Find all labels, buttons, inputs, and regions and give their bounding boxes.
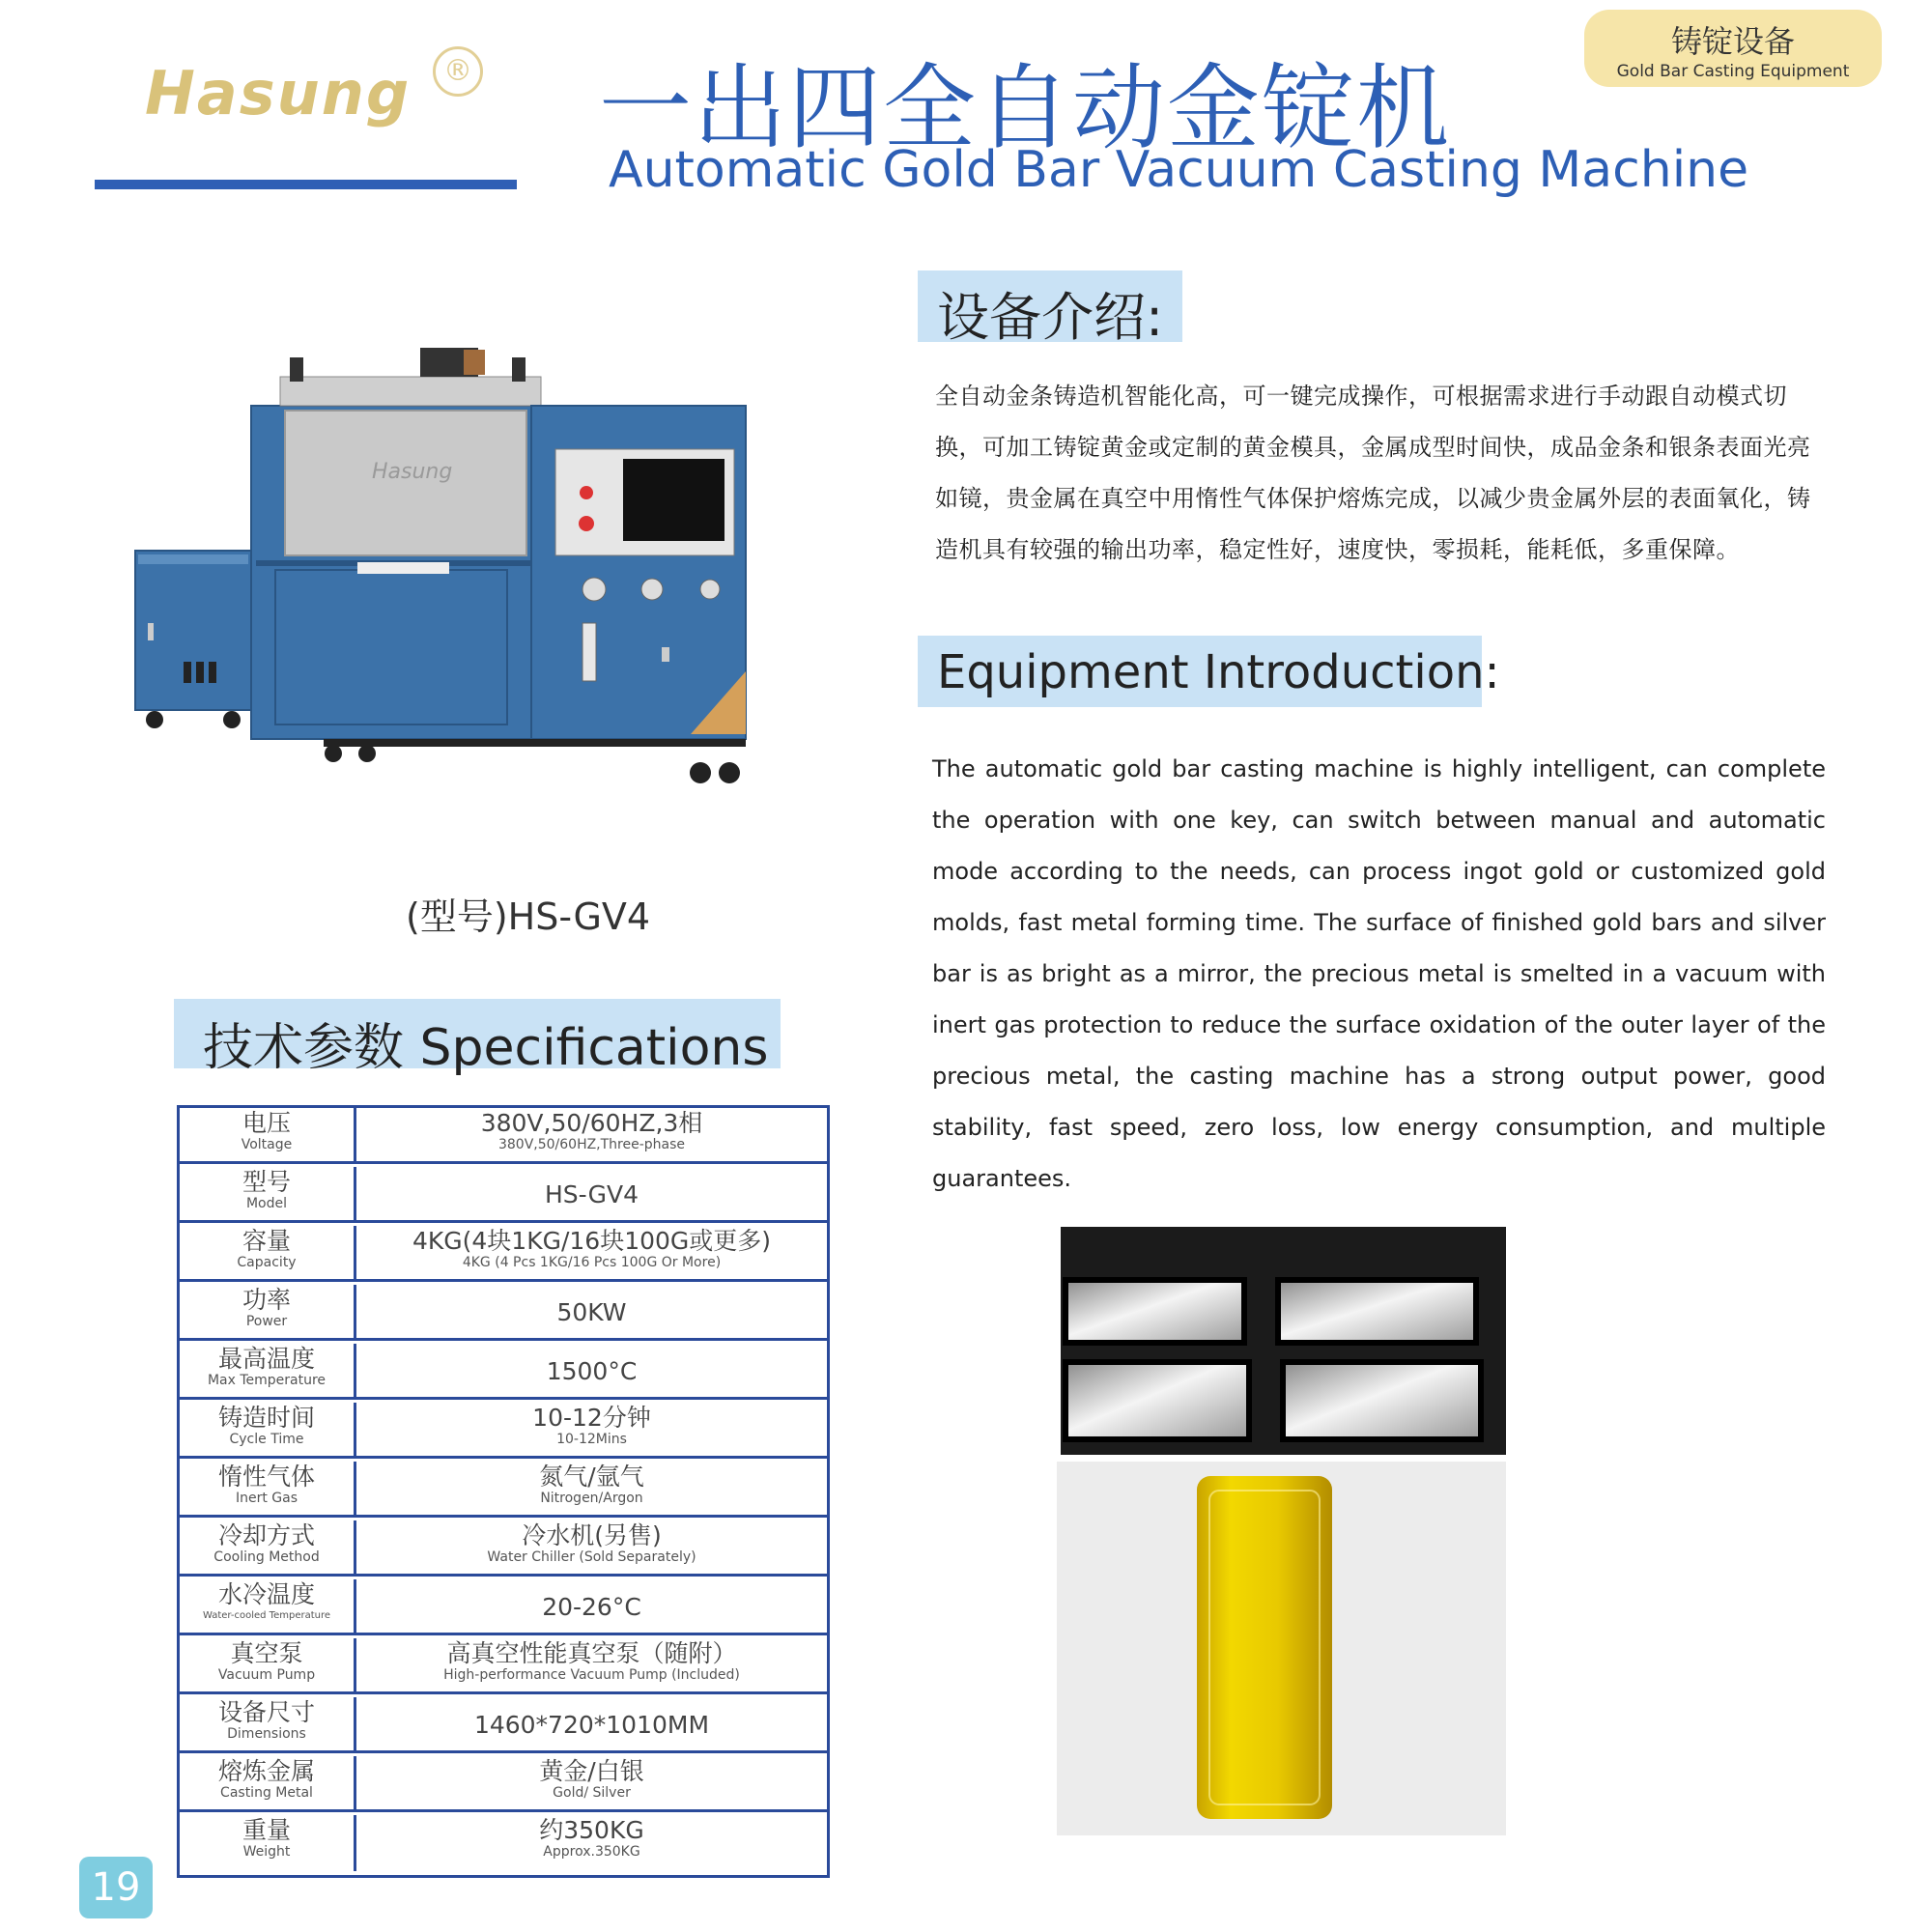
spec-row-cycle-time [180, 1403, 827, 1459]
spec-label-en: Cycle Time [229, 1432, 304, 1447]
spec-label-en: Power [245, 1314, 288, 1329]
spec-label-en: Dimensions [227, 1726, 306, 1742]
page-title-en: Automatic Gold Bar Vacuum Casting Machine [609, 141, 1749, 199]
intro-paragraph-cn: 全自动金条铸造机智能化高，可一键完成操作，可根据需求进行手动跟自动模式切换，可加工铸锭黄金或定制的黄金模具，金属成型时间快，成品金条和银条表面光亮如镜，贵金属在真空中用惰性气体保护熔炼完成，以减少贵金属外层的表面氧化，铸造机具有较强的输出功率，稳定性好，速度快，零损耗，能耗低，多重保障。 [935, 383, 1811, 563]
intro-paragraph-en: The automatic gold bar casting machine is highly intelligent, can complete the operation with one key, can switch between manual and automatic mode according to the needs, can process ingot gold or customized gold molds, fast metal forming time. The surface of finished gold bars and silver bar is as bright as a mirror, the precious metal is smelted in a vacuum with inert gas protection to reduce the surface oxidation of the outer layer of the precious metal, the casting machine has a strong output power, good stability, fast speed, zero loss, low energy consumption, and multiple guarantees. [932, 755, 1826, 1192]
category-badge [1584, 10, 1882, 87]
spec-label-en: Model [245, 1196, 288, 1211]
spec-row-dimensions [180, 1697, 827, 1753]
spec-value [356, 1520, 827, 1574]
spec-label [180, 1403, 356, 1456]
spec-row-model [180, 1167, 827, 1223]
spec-row-water-temperature [180, 1579, 827, 1635]
intro-heading-en-text: Equipment Introduction: [937, 645, 1500, 699]
spec-value [356, 1462, 827, 1515]
brand-logo [145, 46, 551, 133]
model-caption: (型号)HS-GV4 [406, 895, 651, 938]
spec-value [356, 1756, 827, 1809]
gold-bar-photo [1057, 1462, 1506, 1835]
logo-text: Hasung [145, 58, 412, 128]
spec-label [180, 1108, 356, 1161]
spec-label [180, 1226, 356, 1279]
spec-value-cn: 1460*720*1010MM [473, 1711, 710, 1739]
spec-value-en: 10-12Mins [556, 1432, 627, 1447]
spec-label [180, 1697, 356, 1750]
spec-row-power [180, 1285, 827, 1341]
spec-value-cn: 1500°C [546, 1357, 638, 1385]
spec-label-en: Inert Gas [235, 1491, 298, 1506]
mold-photo [1061, 1227, 1506, 1455]
spec-label [180, 1285, 356, 1338]
specifications-heading-text: 技术参数 Specifications [203, 1019, 769, 1077]
spec-label-cn: 真空泵 [230, 1639, 303, 1667]
spec-value [356, 1226, 827, 1279]
spec-value [356, 1697, 827, 1750]
spec-label-cn: 冷却方式 [217, 1521, 315, 1549]
spec-value [356, 1167, 827, 1220]
spec-label-cn: 最高温度 [217, 1345, 315, 1373]
spec-label-en: Cooling Method [213, 1549, 320, 1565]
specifications-heading [174, 999, 781, 1077]
spec-value-cn: 4KG(4块1KG/16块100G或更多) [412, 1227, 772, 1255]
spec-value [356, 1108, 827, 1161]
spec-label-cn: 功率 [242, 1286, 291, 1314]
spec-label-cn: 铸造时间 [217, 1404, 315, 1432]
spec-label-en: Weight [242, 1844, 291, 1860]
spec-label-cn: 容量 [242, 1227, 291, 1255]
spec-row-max-temperature [180, 1344, 827, 1400]
spec-value-cn: 380V,50/60HZ,3相 [480, 1109, 703, 1137]
category-label-en: Gold Bar Casting Equipment [1616, 62, 1850, 81]
spec-label [180, 1815, 356, 1871]
spec-label [180, 1462, 356, 1515]
spec-value-cn: 氮气/氩气 [539, 1463, 644, 1491]
spec-row-weight [180, 1815, 827, 1871]
spec-label-en: Voltage [241, 1137, 293, 1152]
spec-value [356, 1638, 827, 1691]
intro-heading-en [918, 636, 1500, 707]
logo-divider [95, 180, 517, 189]
spec-label-cn: 熔炼金属 [217, 1757, 315, 1785]
spec-label-cn: 水冷温度 [217, 1580, 315, 1608]
registered-mark-icon: ® [433, 46, 483, 97]
spec-label-cn: 设备尺寸 [217, 1698, 315, 1726]
spec-row-capacity [180, 1226, 827, 1282]
spec-value [356, 1815, 827, 1871]
spec-value-en: 380V,50/60HZ,Three-phase [497, 1137, 686, 1152]
spec-label [180, 1638, 356, 1691]
spec-value-en: 4KG (4 Pcs 1KG/16 Pcs 100G Or More) [462, 1255, 722, 1270]
spec-label-en: Casting Metal [220, 1785, 313, 1801]
spec-value-cn: 冷水机(另售) [522, 1521, 662, 1549]
spec-label [180, 1344, 356, 1397]
spec-value-cn: 高真空性能真空泵（随附） [446, 1639, 737, 1667]
spec-value-cn: 50KW [556, 1298, 627, 1326]
spec-row-inert-gas [180, 1462, 827, 1518]
spec-value-cn: 黄金/白银 [539, 1757, 644, 1785]
spec-label [180, 1520, 356, 1574]
spec-row-casting-metal [180, 1756, 827, 1812]
intro-heading-cn [918, 270, 1182, 348]
spec-row-vacuum-pump [180, 1638, 827, 1694]
spec-value [356, 1579, 827, 1633]
spec-label-cn: 重量 [242, 1816, 291, 1844]
spec-value-cn: 20-26°C [542, 1593, 641, 1621]
spec-value-en: Approx.350KG [543, 1844, 640, 1860]
page-title-cn: 一出四全自动金锭机 [599, 54, 1451, 162]
spec-value-en: Nitrogen/Argon [540, 1491, 643, 1506]
spec-label-cn: 型号 [242, 1168, 291, 1196]
spec-label-en: Max Temperature [207, 1373, 327, 1388]
spec-label [180, 1167, 356, 1220]
intro-heading-cn-text: 设备介绍: [937, 287, 1164, 348]
spec-label-cn: 惰性气体 [217, 1463, 315, 1491]
spec-label-en: Capacity [237, 1255, 297, 1270]
spec-value-cn: 约350KG [539, 1816, 644, 1844]
machine-image [130, 348, 797, 792]
page-number: 19 [79, 1857, 153, 1918]
spec-value-cn: HS-GV4 [545, 1180, 639, 1208]
spec-value [356, 1403, 827, 1456]
spec-value-cn: 10-12分钟 [532, 1404, 651, 1432]
spec-label-cn: 电压 [242, 1109, 291, 1137]
spec-value-en: Water Chiller (Sold Separately) [487, 1549, 696, 1565]
spec-label-en: Vacuum Pump [217, 1667, 316, 1683]
spec-label-en: Water-cooled Temperature [202, 1610, 331, 1621]
spec-value-en: High-performance Vacuum Pump (Included) [443, 1667, 740, 1683]
spec-row-voltage [180, 1108, 827, 1164]
machine-panel-brand: Hasung [372, 460, 453, 484]
specifications-table [177, 1105, 830, 1878]
spec-label [180, 1756, 356, 1809]
spec-row-cooling-method [180, 1520, 827, 1577]
spec-value [356, 1285, 827, 1338]
spec-label [180, 1579, 356, 1633]
spec-value-en: Gold/ Silver [553, 1785, 631, 1801]
category-label-cn: 铸锭设备 [1670, 23, 1795, 60]
spec-value [356, 1344, 827, 1397]
